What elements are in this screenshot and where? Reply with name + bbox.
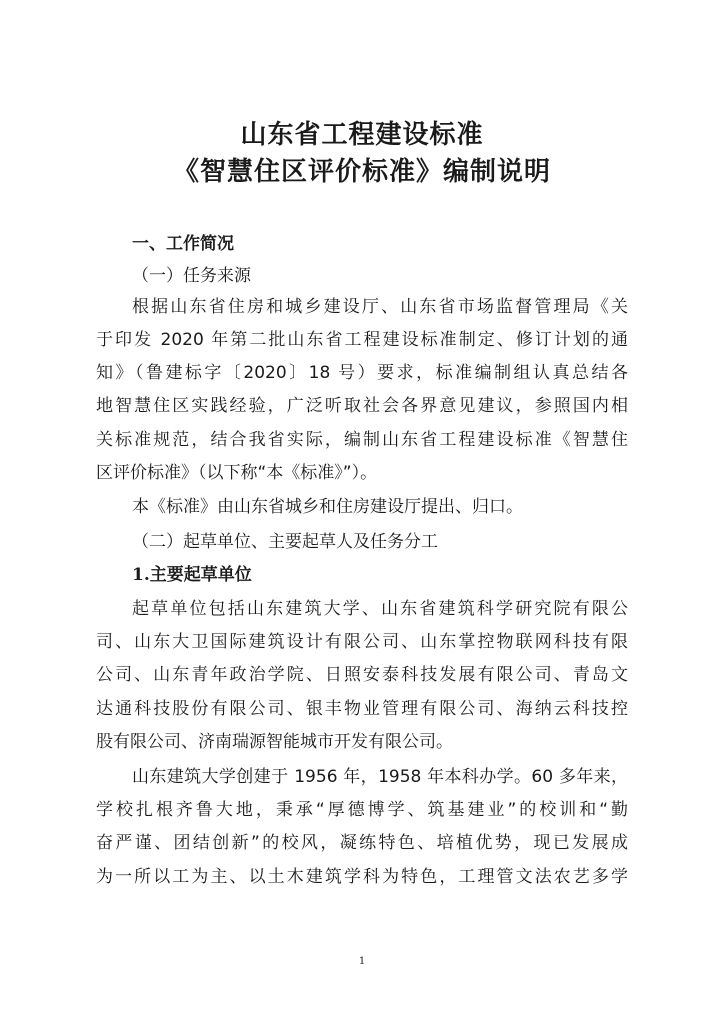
paragraph-line: 本《标准》由山东省城乡和住房建设厅提出、归口。 [132,497,523,517]
paragraph-line: 奋严谨、团结创新”的校风，凝练特色、培植优势，现已发展成 [96,833,628,853]
paragraph-line: 于印发 2020 年第二批山东省工程建设标准制定、修订计划的通 [96,330,628,350]
section-heading: 一、工作简况 [132,234,234,254]
paragraph-line: 学校扎根齐鲁大地，秉承“厚德博学、筑基建业”的校训和“勤 [96,800,628,820]
subsection-heading: （一）任务来源 [132,266,251,286]
paragraph-line: 山东建筑大学创建于 1956 年，1958 年本科办学。60 多年来， [132,767,628,787]
paragraph-line: 根据山东省住房和城乡建设厅、山东省市场监督管理局《关 [132,297,628,317]
document-title-line2: 《智慧住区评价标准》编制说明 [172,157,551,187]
paragraph-line: 起草单位包括山东建筑大学、山东省建筑科学研究院有限公 [132,599,628,619]
paragraph-line: 为一所以工为主、以土木建筑学科为特色，工理管文法农艺多学 [96,867,628,887]
paragraph-line: 公司、山东青年政治学院、日照安泰科技发展有限公司、青岛文 [96,665,628,685]
document-title-line1: 山东省工程建设标准 [240,120,484,150]
item-heading: 1.主要起草单位 [132,565,252,585]
paragraph-line: 地智慧住区实践经验，广泛听取社会各界意见建议，参照国内相 [96,396,628,416]
paragraph-line: 股有限公司、济南瑞源智能城市开发有限公司。 [96,732,453,752]
subsection-heading: （二）起草单位、主要起草人及任务分工 [132,532,438,552]
paragraph-line: 司、山东大卫国际建筑设计有限公司、山东掌控物联网科技有限 [96,632,628,652]
paragraph-line: 关标准规范，结合我省实际，编制山东省工程建设标准《智慧住 [96,430,628,450]
paragraph-line: 知》（鲁建标字〔2020〕18 号）要求，标准编制组认真总结各 [96,363,628,383]
paragraph-line: 达通科技股份有限公司、银丰物业管理有限公司、海纳云科技控 [96,699,628,719]
page-number: 1 [358,956,366,967]
paragraph-line: 区评价标准》（以下称“本《标准》”）。 [96,463,378,483]
